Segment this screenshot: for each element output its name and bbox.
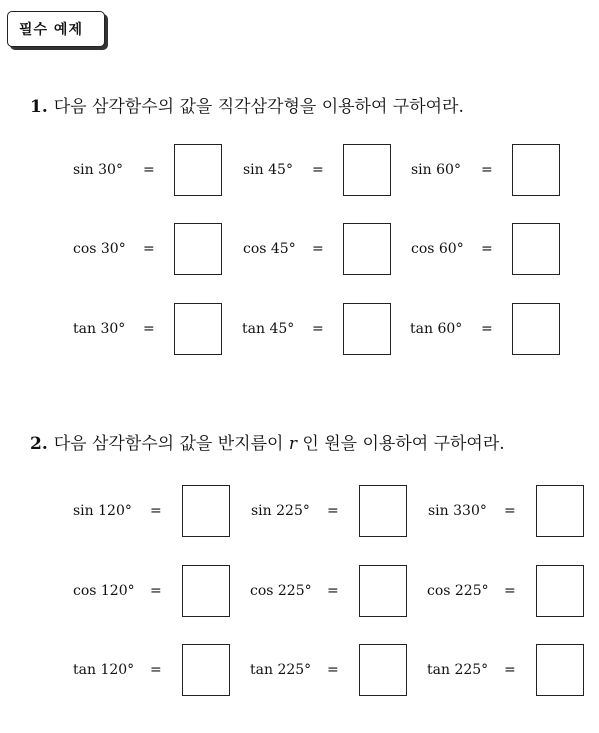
problem-2-number: 2.: [30, 434, 48, 454]
answer-box-cos-225-b[interactable]: [536, 565, 584, 617]
answer-box-cos-60[interactable]: [512, 223, 560, 275]
answer-box-sin-60[interactable]: [512, 144, 560, 196]
problem-2-heading: [30, 429, 505, 454]
answer-box-cos-30[interactable]: [174, 223, 222, 275]
problem-1-number: 1.: [30, 97, 48, 117]
expr-cos-225-b: cos 225°: [427, 583, 489, 599]
equals-sign: =: [143, 321, 155, 337]
expr-cos-120: cos 120°: [73, 583, 135, 599]
answer-box-tan-60[interactable]: [512, 303, 560, 355]
equals-sign: =: [312, 241, 324, 257]
problem-2-row-cos: [0, 565, 599, 617]
expr-cos-45: cos 45°: [243, 241, 296, 257]
expr-sin-225: sin 225°: [251, 503, 310, 519]
expr-sin-330: sin 330°: [428, 503, 487, 519]
expr-tan-45: tan 45°: [242, 321, 295, 337]
problem-1-row-sin: [0, 144, 599, 196]
answer-box-cos-225[interactable]: [359, 565, 407, 617]
answer-box-tan-225-b[interactable]: [536, 644, 584, 696]
equals-sign: =: [504, 662, 516, 678]
answer-box-tan-45[interactable]: [343, 303, 391, 355]
problem-2-row-sin: [0, 485, 599, 537]
expr-cos-225: cos 225°: [250, 583, 312, 599]
answer-box-sin-45[interactable]: [343, 144, 391, 196]
equals-sign: =: [327, 503, 339, 519]
radius-variable: r: [288, 434, 297, 454]
equals-sign: =: [150, 583, 162, 599]
equals-sign: =: [504, 583, 516, 599]
equals-sign: =: [150, 503, 162, 519]
required-example-tag: [7, 11, 105, 47]
expr-tan-225: tan 225°: [250, 662, 312, 678]
answer-box-cos-45[interactable]: [343, 223, 391, 275]
expr-cos-60: cos 60°: [411, 241, 464, 257]
expr-sin-60: sin 60°: [411, 162, 461, 178]
equals-sign: =: [481, 321, 493, 337]
answer-box-sin-30[interactable]: [174, 144, 222, 196]
expr-tan-30: tan 30°: [73, 321, 126, 337]
equals-sign: =: [150, 662, 162, 678]
expr-tan-120: tan 120°: [73, 662, 135, 678]
equals-sign: =: [143, 241, 155, 257]
expr-sin-45: sin 45°: [243, 162, 293, 178]
problem-1-row-cos: [0, 223, 599, 275]
answer-box-tan-120[interactable]: [182, 644, 230, 696]
equals-sign: =: [504, 503, 516, 519]
problem-2-text-after: 인 원을 이용하여 구하여라.: [302, 434, 505, 454]
problem-1-heading: [30, 92, 464, 117]
expr-cos-30: cos 30°: [73, 241, 126, 257]
expr-sin-120: sin 120°: [73, 503, 132, 519]
equals-sign: =: [312, 321, 324, 337]
problem-1-row-tan: [0, 303, 599, 355]
equals-sign: =: [327, 583, 339, 599]
tag-label: 필수 예제: [19, 22, 83, 38]
problem-2-row-tan: [0, 644, 599, 696]
answer-box-sin-120[interactable]: [182, 485, 230, 537]
expr-tan-60: tan 60°: [410, 321, 463, 337]
equals-sign: =: [327, 662, 339, 678]
expr-sin-30: sin 30°: [73, 162, 123, 178]
answer-box-tan-225[interactable]: [359, 644, 407, 696]
equals-sign: =: [481, 162, 493, 178]
equals-sign: =: [481, 241, 493, 257]
equals-sign: =: [312, 162, 324, 178]
equals-sign: =: [143, 162, 155, 178]
expr-tan-225-b: tan 225°: [427, 662, 489, 678]
answer-box-sin-330[interactable]: [536, 485, 584, 537]
answer-box-cos-120[interactable]: [182, 565, 230, 617]
answer-box-tan-30[interactable]: [174, 303, 222, 355]
answer-box-sin-225[interactable]: [359, 485, 407, 537]
problem-2-text-before: 다음 삼각함수의 값을 반지름이: [53, 434, 284, 454]
problem-1-text: 다음 삼각함수의 값을 직각삼각형을 이용하여 구하여라.: [53, 97, 464, 117]
